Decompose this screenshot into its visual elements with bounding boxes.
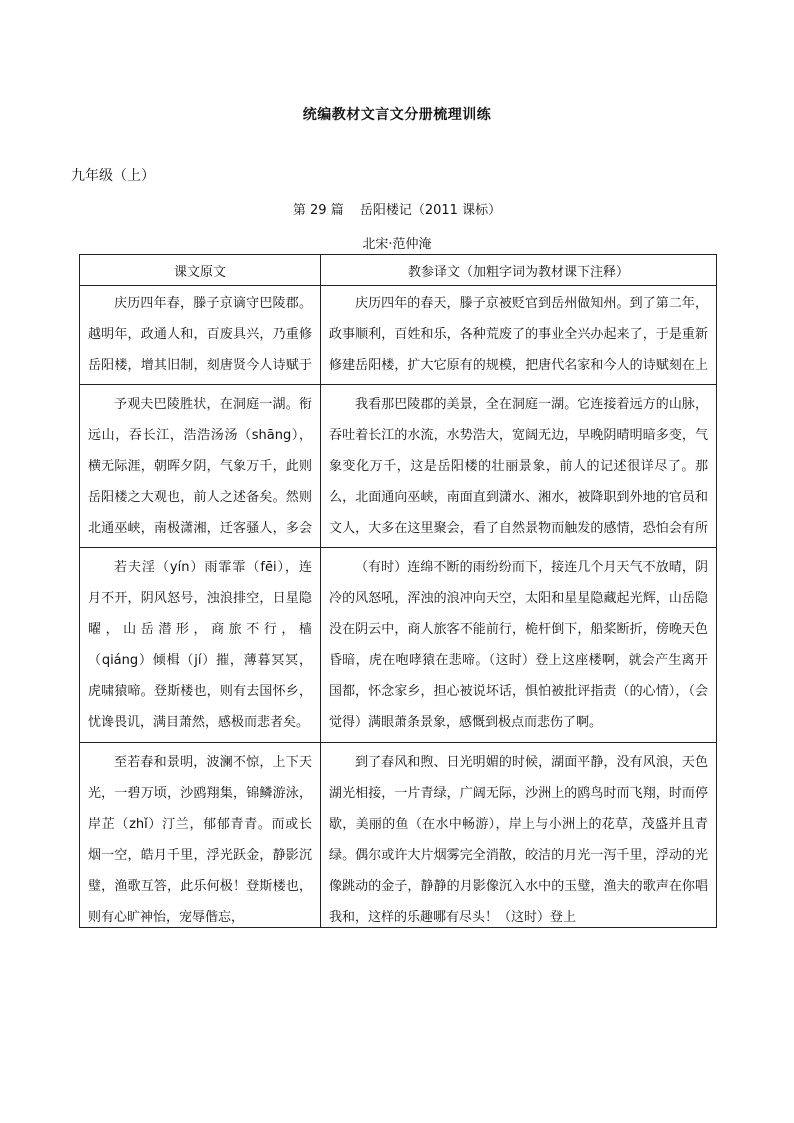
original-cell [80, 548, 321, 743]
header-original: 课文原文 [80, 255, 321, 286]
translation-cell [321, 286, 717, 385]
table-row [80, 548, 717, 743]
translation-text: （有时）连绵不断的雨纷纷而下，接连几个月天气不放晴，阴冷的风怒吼，浑浊的浪冲向天空，太阳和星星隐藏起光辉，山岳隐没在阴云中，商人旅客不能前行，桅杆倒下，船桨断折，傍晚天色昏暗，虎在咆哮猿在悲啼。（这时）登上这座楼啊，就会产生离开国都，怀念家乡，担心被说坏话，惧怕被批评指责（的心情），（会觉得）满眼萧条景象，感慨到极点而悲伤了啊。 [329, 560, 708, 730]
table-row [80, 743, 717, 928]
translation-text: 到了春风和煦、日光明媚的时候，湖面平静，没有风浪，天色湖光相接，一片青绿，广阔无际，沙洲上的鸥鸟时而飞翔，时而停歇，美丽的鱼（在水中畅游），岸上与小洲上的花草，茂盛并且青绿。偶尔或许大片烟雾完全消散，皎洁的月光一泻千里，浮动的光像跳动的金子，静静的月影像沉入水中的玉璧，渔夫的歌声在你唱我和，这样的乐趣哪有尽头！（这时）登上 [329, 755, 708, 925]
lesson-number: 第 29 篇 [292, 203, 344, 218]
lesson-name: 岳阳楼记（2011 课标） [359, 203, 502, 218]
translation-cell [321, 548, 717, 743]
document-title: 统编教材文言文分册梳理训练 [302, 107, 492, 123]
original-text: 若夫淫（yín）雨霏霏（fēi），连月不开，阴风怒号，浊浪排空，日星隐曜，山岳潜形，商旅不行，樯（qiáng）倾楫（jí）摧，薄暮冥冥，虎啸猿啼。登斯楼也，则有去国怀乡，忧谗畏讥，满目萧然，感极而悲者矣。 [88, 560, 312, 730]
original-cell [80, 385, 321, 548]
header-translation: 教参译文（加粗字词为教材课下注释） [321, 255, 717, 286]
original-text: 庆历四年春，滕子京谪守巴陵郡。越明年，政通人和，百废具兴，乃重修岳阳楼，增其旧制，刻唐贤今人诗赋于 [88, 296, 312, 373]
table-row [80, 286, 717, 385]
original-text: 予观夫巴陵胜状，在洞庭一湖。衔远山，吞长江，浩浩汤汤（shāng），横无际涯，朝晖夕阴，气象万千，此则岳阳楼之大观也，前人之述备矣。然则北通巫峡，南极潇湘，迁客骚人，多会 [88, 397, 312, 536]
grade-label: 九年级（上） [71, 168, 155, 184]
text-translation-table [79, 254, 717, 928]
translation-cell [321, 743, 717, 928]
translation-text: 我看那巴陵郡的美景，全在洞庭一湖。它连接着远方的山脉，吞吐着长江的水流，水势浩大，宽阔无边，早晚阴晴明暗多变，气象变化万千，这是岳阳楼的壮丽景象，前人的记述很详尽了。那么，北面通向巫峡，南面直到潇水、湘水，被降职到外地的官员和文人，大多在这里聚会，看了自然景物而触发的感情，恐怕会有所 [329, 397, 708, 536]
original-cell [80, 286, 321, 385]
author-line: 北宋·范仲淹 [362, 237, 432, 252]
translation-text: 庆历四年的春天，滕子京被贬官到岳州做知州。到了第二年，政事顺利，百姓和乐，各种荒废了的事业全兴办起来了，于是重新修建岳阳楼，扩大它原有的规模，把唐代名家和今人的诗赋刻在上 [329, 296, 708, 373]
translation-cell [321, 385, 717, 548]
table-header-row [80, 255, 717, 286]
original-cell [80, 743, 321, 928]
table-row [80, 385, 717, 548]
lesson-heading [0, 199, 794, 218]
original-text: 至若春和景明，波澜不惊，上下天光，一碧万顷，沙鸥翔集，锦鳞游泳，岸芷（zhǐ）汀兰，郁郁青青。而或长烟一空，皓月千里，浮光跃金，静影沉璧，渔歌互答，此乐何极！登斯楼也，则有心旷神怡，宠辱偕忘， [88, 755, 312, 925]
